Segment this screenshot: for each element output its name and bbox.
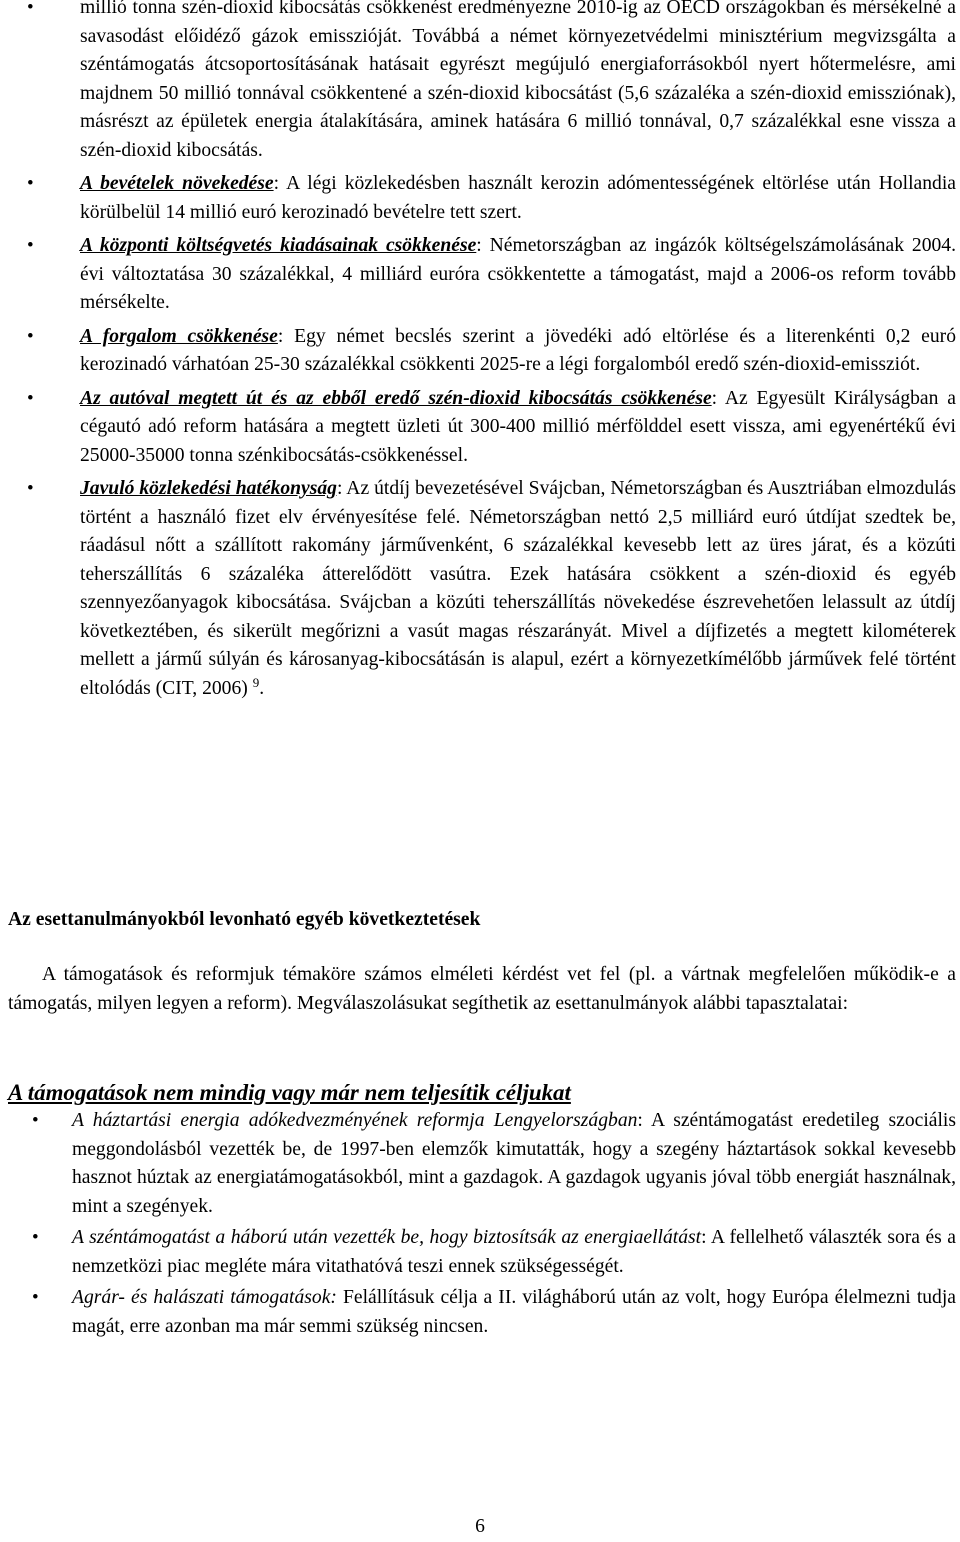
intro-paragraph: A támogatások és reformjuk témaköre számos elméleti kérdést vet fel (pl. a vártnak megfelelően működik-e a támogatás, milyen legyen a reform). Megválaszolásukat segíthetik az esettanulmányok alábbi tapasztalatai: [8, 964, 956, 1014]
paragraph-text: Felállításuk célja a II. világháború után az volt, hogy Európa élelmezni tudja magát, erre azonban ma már semmi szükség nincsen. [72, 1287, 956, 1337]
list-item-traffic-decrease [80, 323, 956, 380]
paragraph-text: : Az Egyesült Királyságban a cégautó adó reform hatására a megtett üzleti út 300-400 millió mérfölddel esett vissza, ami egyenértékű évi 25000-35000 tonna szénkibocsátás-csökkenéssel. [80, 387, 956, 466]
bullet-lead: A bevételek növekedése [80, 173, 274, 194]
paragraph-text: : Az útdíj bevezetésével Svájcban, Németországban és Ausztriában elmozdulás történt a használó fizet elv érvényesítése felé. Németországban nettó 2,5 milliárd euró útdíjat szedtek be, ráadásul nőtt a szállított rakomány járművenként, 6 százalékkal kevesebb lett az üres járat, és a közúti teherszállítás 6 százaléka átterelődött vasútra. Ezek hatására csökkent a szén-dioxid és egyéb szennyezőanyagok kibocsátása. Svájcban a közúti teherszállítás növekedése észrevehetően lelassult az útdíj következtében, és sikerült megőrizni a vasút magas részarányát. Mivel a díjfizetés a megtett kilométerek mellett a jármű súlyán és károsanyag-kibocsátásán is alapul, ezért a környezetkímélőbb járművek felé történt eltolódás (CIT, 2006) [80, 478, 956, 699]
list-item-revenue-growth [80, 170, 956, 227]
bullet-lead: Javuló közlekedési hatékonyság [80, 478, 337, 499]
paragraph-text: : Egy német becslés szerint a jövedéki adó eltörlése és a literenkénti 0,2 euró kerozinadó várhatóan 25-30 százalékkal csökkenti 2025-re a légi forgalomból eredő szén-dioxid-emissziót. [80, 325, 956, 375]
bullet-lead: A háztartási energia adókedvezményének reformja Lengyelországban [72, 1110, 638, 1131]
subsection-heading: A támogatások nem mindig vagy már nem teljesítik céljukat [8, 1080, 571, 1105]
bullet-lead: A központi költségvetés kiadásainak csökkenése [80, 235, 477, 256]
footnote-reference: 9 [252, 674, 260, 690]
list-item-agri-fishery-subsidy [72, 1284, 956, 1341]
bullet-lead: A széntámogatást a háború után vezették be, hogy biztosítsák az energiaellátást [72, 1227, 702, 1248]
paragraph-text: : Németországban az ingázók költségelszámolásának 2004. évi változtatása 30 százalékkal, 4 milliárd euróra csökkentette a támogatást, majd a 2006-os reform tovább mérsékelte. [80, 235, 956, 313]
list-item-budget-expense-decrease [80, 232, 956, 318]
list-item-car-travel-emission-decrease [80, 385, 956, 471]
list-item-transport-efficiency [80, 475, 956, 703]
page-number: 6 [475, 1516, 485, 1537]
paragraph-text: : A fellelhető választék sora és a nemzetközi piac megléte mára vitathatóvá teszi ennek szükségességét. [72, 1227, 956, 1277]
paragraph-text: : A széntámogatást eredetileg szociális meggondolásból vezették be, de 1997-ben elemzők kimutatták, hogy a szegény háztartások sokkal kevesebb hasznot húztak az energiatámogatásokból, mint a gazdagok. A gazdagok ugyanis jóval több energiát használnak, mint a szegények. [72, 1110, 956, 1217]
bottom-bullet-list [72, 1107, 956, 1341]
list-item-coal-subsidy [72, 1224, 956, 1281]
bullet-lead: Agrár- és halászati támogatások: [72, 1287, 337, 1308]
bullet-lead: A forgalom csökkenése [80, 325, 278, 347]
bullet-lead: Az autóval megtett út és az ebből eredő szén-dioxid kibocsátás csökkenése [80, 387, 712, 409]
section-heading: Az esettanulmányokból levonható egyéb következtetések [8, 909, 481, 930]
list-item-poland-energy-tax [72, 1107, 956, 1221]
paragraph-text: : A légi közlekedésben használt kerozin adómentességének eltörlése után Hollandia körülbelül 14 millió euró kerozinadó bevételre tett szert. [80, 173, 956, 223]
paragraph-text: millió tonna szén-dioxid kibocsátás csökkenést eredményezne 2010-ig az OECD országokban és mérsékelné a savasodást előidéző gázok emisszióját. Továbbá a német környezetvédelmi minisztérium megvizsgálta a széntámogatás átcsoportosításának hatásait egyrészt megújuló energiaforrásokból nyert hőtermelésre, ami majdnem 50 millió tonnával csökkentené a szén-dioxid kibocsátást (5,6 százaléka a szén-dioxid emissziónak), másrészt az épületek energia átalakítására, aminek hatására 6 millió tonnával, 0,7 százalékkal esne vissza a szén-dioxid kibocsátás. [80, 0, 956, 161]
top-bullet-list [80, 0, 956, 703]
paragraph-tail: . [259, 677, 265, 699]
list-item-continued [80, 0, 956, 165]
